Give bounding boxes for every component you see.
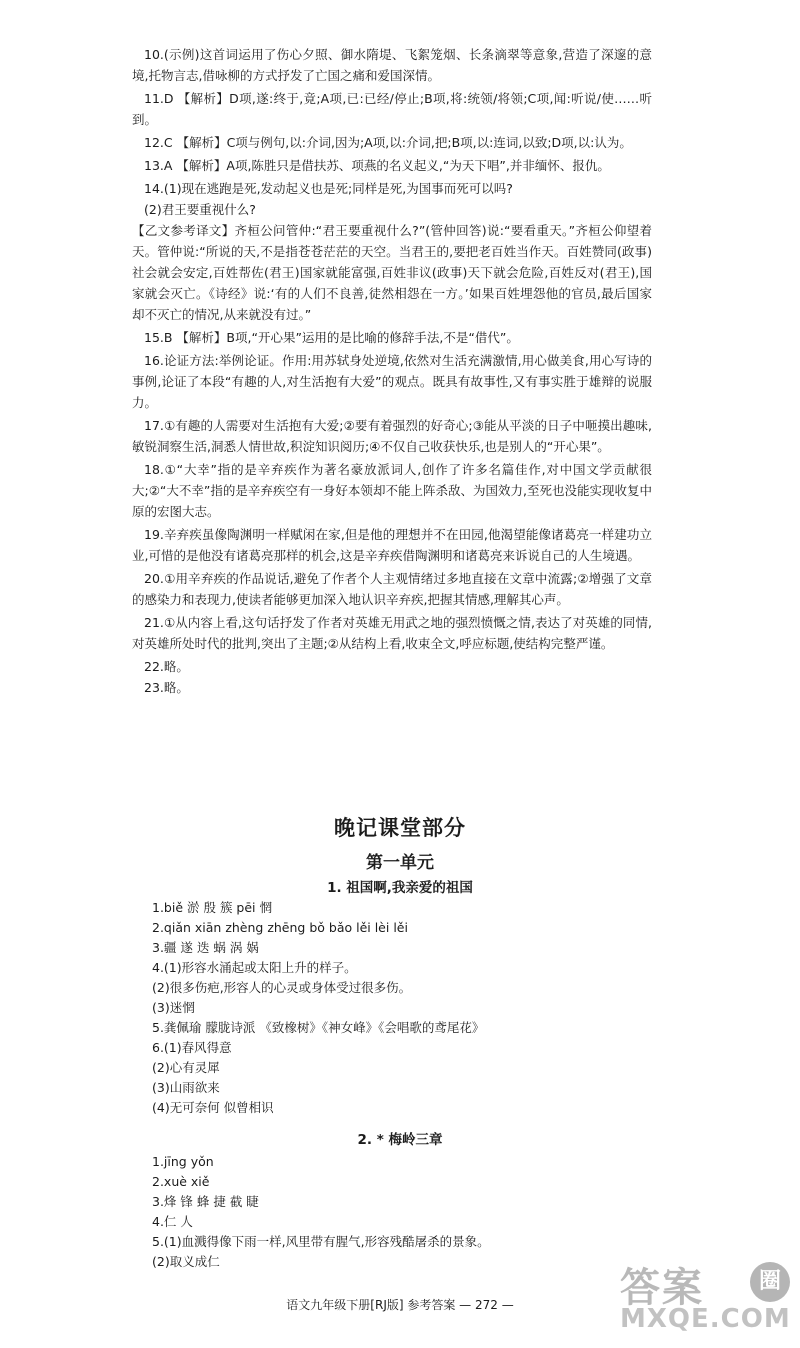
lesson-1-line: 1.biě 淤 殷 簇 pēi 惘 [152,900,272,915]
lesson-2-title: 2. * 梅岭三章 [357,1132,443,1148]
lesson-2-line: 5.(1)血溅得像下雨一样,风里带有腥气,形容残酷屠杀的景象。 [152,1234,490,1249]
answer-list [132,44,652,698]
lesson-1-line: (3)山雨欲来 [152,1080,220,1095]
lesson-2-line: 4.仁 人 [152,1214,193,1229]
lesson-1-answers [152,898,632,1118]
lesson-1-line: (4)无可奈何 似曾相识 [152,1100,274,1115]
lesson-1-line: 6.(1)春风得意 [152,1040,232,1055]
lesson-2-line: 3.烽 锋 蜂 捷 截 睫 [152,1194,259,1209]
answer-20: 20.①用辛弃疾的作品说话,避免了作者个人主观情绪过多地直接在文章中流露;②增强了文章的感染力和表现力,使读者能够更加深入地认识辛弃疾,把握其情感,理解其心声。 [132,571,652,607]
lesson-2-line: 1.jīng yǒn [152,1154,214,1169]
watermark-text: 答案 [620,1265,704,1311]
answer-14-1: 14.(1)现在逃跑是死,发动起义也是死;同样是死,为国事而死可以吗? [144,181,513,196]
watermark-url: MXQE.COM [620,1304,791,1334]
answer-21: 21.①从内容上看,这句话抒发了作者对英雄无用武之地的强烈愤慨之情,表达了对英雄的同情,对英雄所处时代的批判,突出了主题;②从结构上看,收束全文,呼应标题,使结构完整严谨。 [132,615,652,651]
answer-14-2: (2)君王要重视什么? [144,202,256,217]
lesson-2-line: (2)取义成仁 [152,1254,220,1269]
answer-15: 15.B 【解析】B项,“开心果”运用的是比喻的修辞手法,不是“借代”。 [144,330,519,345]
answer-17: 17.①有趣的人需要对生活抱有大爱;②要有着强烈的好奇心;③能从平淡的日子中咂摸出趣味,敏锐洞察生活,洞悉人情世故,积淀知识阅历;④不仅自己收获快乐,也是别人的“开心果”。 [132,418,652,454]
lesson-1-line: (3)迷惘 [152,1000,195,1015]
section-title: 晚记课堂部分 [334,816,466,840]
answer-10: 10.(示例)这首词运用了伤心夕照、御水隋堤、飞絮笼烟、长条滴翠等意象,营造了深邃的意境,托物言志,借咏柳的方式抒发了亡国之痛和爱国深情。 [132,47,652,83]
watermark-seal-icon: 圈 [750,1262,790,1302]
page-footer: 语文九年级下册[RJ版] 参考答案 — 272 — [286,1298,514,1312]
answer-18: 18.①“大幸”指的是辛弃疾作为著名豪放派词人,创作了许多名篇佳作,对中国文学贡献很大;②“大不幸”指的是辛弃疾空有一身好本领却不能上阵杀敌、为国效力,至死也没能实现收复中原的宏图大志。 [132,462,652,519]
unit-title: 第一单元 [366,853,434,873]
lesson-1-line: 3.疆 遂 迭 蜗 涡 娲 [152,940,259,955]
answer-23: 23.略。 [144,680,189,695]
lesson-1-title: 1. 祖国啊,我亲爱的祖国 [327,880,473,896]
watermark-logo [620,1256,790,1336]
lesson-1-line: 2.qiǎn xiān zhèng zhēng bǒ bǎo lěi lèi lěi [152,920,408,935]
lesson-1-line: 5.龚佩瑜 朦胧诗派 《致橡树》《神女峰》《会唱歌的鸢尾花》 [152,1020,485,1035]
answer-16: 16.论证方法:举例论证。作用:用苏轼身处逆境,依然对生活充满激情,用心做美食,用心写诗的事例,论证了本段“有趣的人,对生活抱有大爱”的观点。既具有故事性,又有事实胜于雄辩的说服力。 [132,353,652,410]
lesson-1-line: (2)很多伤疤,形容人的心灵或身体受过很多伤。 [152,980,412,995]
answer-13: 13.A 【解析】A项,陈胜只是借扶苏、项燕的名义起义,“为天下唱”,并非缅怀、报仇。 [144,158,610,173]
lesson-1-line: (2)心有灵犀 [152,1060,220,1075]
translation-paragraph: 【乙文参考译文】齐桓公问管仲:“君王要重视什么?”(管仲回答)说:“要看重天。”齐桓公仰望着天。管仲说:“所说的天,不是指苍苍茫茫的天空。当君王的,要把老百姓当作天。百姓赞同(政事)社会就会安定,百姓帮佐(君王)国家就能富强,百姓非议(政事)天下就会危险,百姓反对(君王),国家就会灭亡。《诗经》说:‘有的人们不良善,徒然相怨在一方。’如果百姓埋怨他的官员,最后国家却不灭亡的情况,从来就没有过。” [132,223,652,322]
lesson-1-line: 4.(1)形容水涌起或太阳上升的样子。 [152,960,357,975]
lesson-2-line: 2.xuè xiě [152,1174,210,1189]
answer-19: 19.辛弃疾虽像陶渊明一样赋闲在家,但是他的理想并不在田园,他渴望能像诸葛亮一样建功立业,可惜的是他没有诸葛亮那样的机会,这是辛弃疾借陶渊明和诸葛亮来诉说自己的人生境遇。 [132,527,652,563]
answer-11: 11.D 【解析】D项,遂:终于,竟;A项,已:已经/停止;B项,将:统领/将领;C项,闻:听说/使……听到。 [132,91,652,127]
answer-22: 22.略。 [144,659,189,674]
lesson-2-answers [152,1152,632,1272]
answer-12: 12.C 【解析】C项与例句,以:介词,因为;A项,以:介词,把;B项,以:连词,以致;D项,以:认为。 [144,135,632,150]
